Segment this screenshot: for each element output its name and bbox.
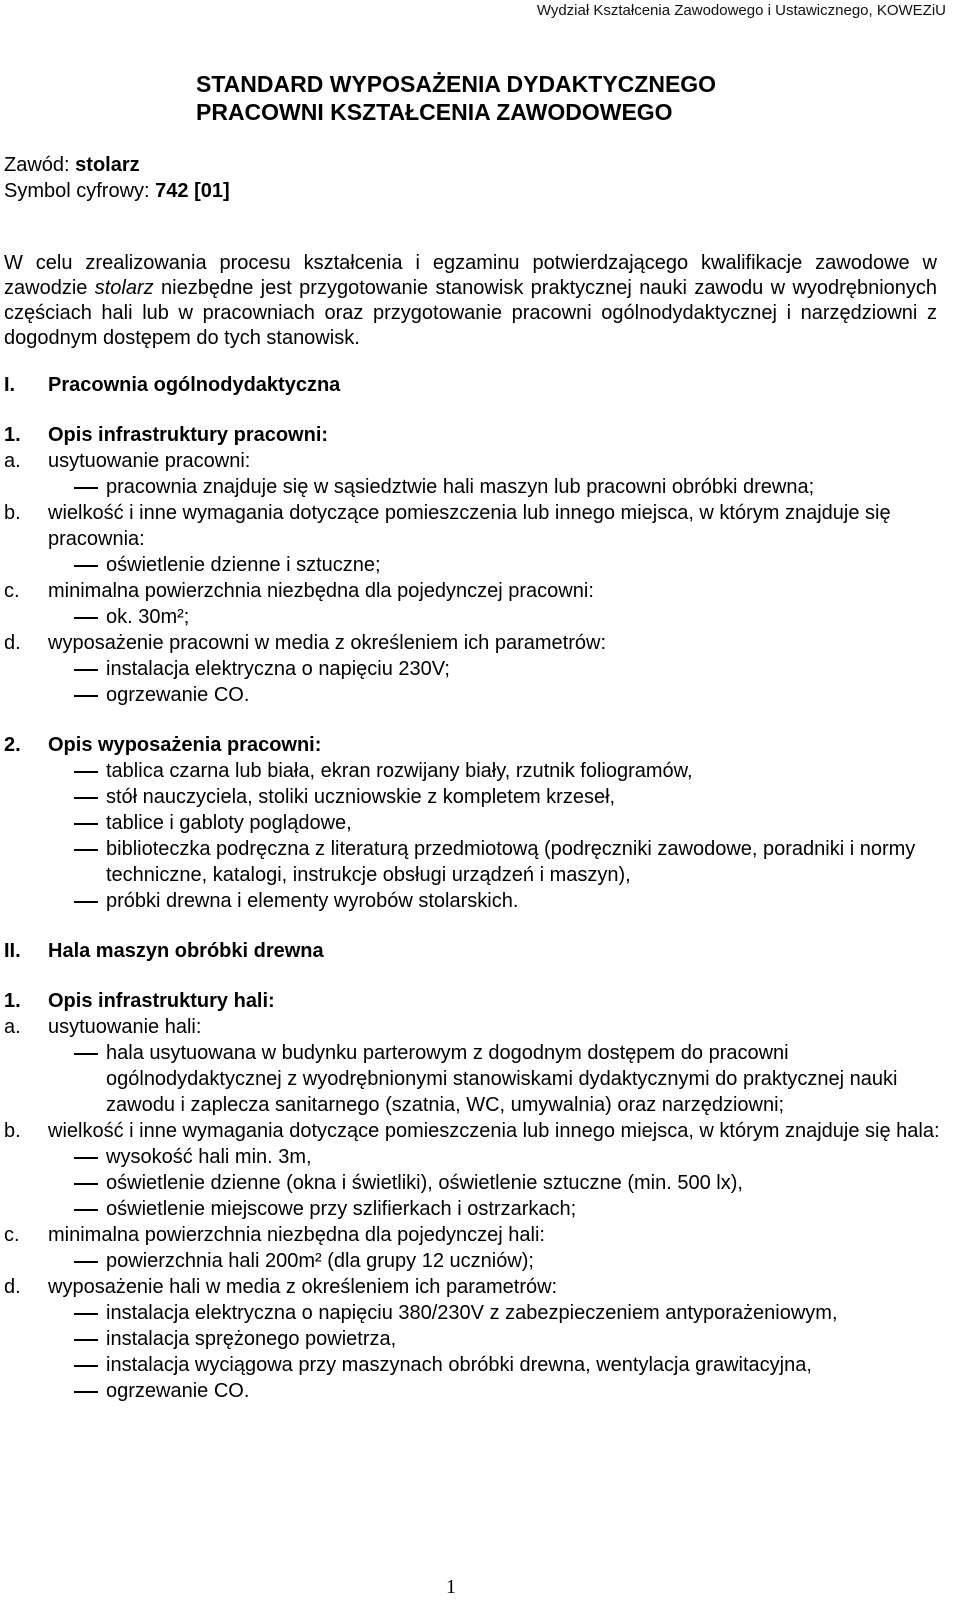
- s1-item-b-dash-1: [4, 552, 944, 578]
- document-body: [4, 372, 944, 1404]
- s2-item-c-text: minimalna powierzchnia niezbędna dla pojedynczej hali:: [48, 1224, 545, 1246]
- profession-label: Zawód:: [4, 154, 76, 176]
- s2-item-b: [4, 1118, 944, 1144]
- profession-value: stolarz: [75, 154, 140, 176]
- section-2-sub-1-heading: [4, 988, 944, 1014]
- section-1-sub-1-title: Opis infrastruktury pracowni:: [48, 424, 329, 446]
- dash-text: biblioteczka podręczna z literaturą przedmiotową (podręczniki zawodowe, poradniki i normy techniczne, katalogi, instrukcje obsługi urządzeń i maszyn),: [106, 838, 916, 886]
- s1-item-c-text: minimalna powierzchnia niezbędna dla pojedynczej pracowni:: [48, 580, 594, 602]
- section-1-sub-1-number: 1.: [4, 424, 21, 446]
- s2-item-c-letter: c.: [4, 1224, 20, 1246]
- section-2-heading: [4, 938, 944, 964]
- symbol-label: Symbol cyfrowy:: [4, 180, 156, 202]
- symbol-line: [4, 178, 230, 204]
- s1-item-d-text: wyposażenie pracowni w media z określeniem ich parametrów:: [48, 632, 607, 654]
- dash-text: oświetlenie dzienne (okna i świetliki), oświetlenie sztuczne (min. 500 lx),: [106, 1172, 743, 1194]
- running-header: Wydział Kształcenia Zawodowego i Ustawicznego, KOWEZiU: [536, 2, 946, 19]
- dash-text: powierzchnia hali 200m² (dla grupy 12 uczniów);: [106, 1250, 534, 1272]
- intro-part-2: niezbędne jest przygotowanie stanowisk praktycznej nauki zawodu w wyodrębnionych częściach hali lub w pracowniach oraz przygotowanie pracowni ogólnodydaktycznej i narzędziowni z dogodnym dostępem do tych stanowisk.: [4, 277, 938, 349]
- dash-text: tablice i gabloty poglądowe,: [106, 812, 352, 834]
- s1-item-a-dash-1: [4, 474, 944, 500]
- dash-text: instalacja wyciągowa przy maszynach obróbki drewna, wentylacja grawitacyjna,: [106, 1354, 812, 1376]
- s2-item-d-dash-3: [4, 1352, 944, 1378]
- s2-item-c-dash-1: [4, 1248, 944, 1274]
- document-title: [196, 70, 716, 126]
- s2-item-d-dash-1: [4, 1300, 944, 1326]
- s1-item-c-letter: c.: [4, 580, 20, 602]
- intro-paragraph: [4, 251, 937, 351]
- section-2-sub-1-number: 1.: [4, 990, 21, 1012]
- section-1-sub-1-heading: [4, 422, 944, 448]
- s2-item-b-dash-1: [4, 1144, 944, 1170]
- profession-line: [4, 152, 230, 178]
- dash-text: instalacja elektryczna o napięciu 230V;: [106, 658, 450, 680]
- section-1-sub-2-title: Opis wyposażenia pracowni:: [48, 734, 322, 756]
- section-2-sub-1-title: Opis infrastruktury hali:: [48, 990, 275, 1012]
- s2-item-a-dash-1: [4, 1040, 944, 1118]
- s1-item-d-dash-1: [4, 656, 944, 682]
- s1-item-c-dash-1: [4, 604, 944, 630]
- section-1-sub-2-number: 2.: [4, 734, 21, 756]
- s2-item-d-dash-2: [4, 1326, 944, 1352]
- intro-part-1: W celu zrealizowania procesu kształcenia i egzaminu potwierdzającego kwalifikacje zawodowe w zawodzie: [4, 252, 937, 299]
- s2-item-d: [4, 1274, 944, 1300]
- dash-text: stół nauczyciela, stoliki uczniowskie z kompletem krzeseł,: [106, 786, 616, 808]
- page-number: 1: [446, 1576, 456, 1598]
- s1-item-b-letter: b.: [4, 502, 21, 524]
- s1-item-a-text: usytuowanie pracowni:: [48, 450, 251, 472]
- s2-item-a-letter: a.: [4, 1016, 21, 1038]
- s2-item-b-letter: b.: [4, 1120, 21, 1142]
- dash-text: instalacja sprężonego powietrza,: [106, 1328, 397, 1350]
- s1-item-a-letter: a.: [4, 450, 21, 472]
- section-1-heading: [4, 372, 944, 398]
- section-2-title: Hala maszyn obróbki drewna: [48, 940, 324, 962]
- equipment-dash-4: [4, 836, 944, 888]
- s1-item-b: [4, 500, 944, 552]
- s2-item-b-dash-3: [4, 1196, 944, 1222]
- dash-text: tablica czarna lub biała, ekran rozwijany biały, rzutnik foliogramów,: [106, 760, 693, 782]
- dash-text: wysokość hali min. 3m,: [106, 1146, 312, 1168]
- profession-meta: [4, 152, 230, 204]
- intro-profession-italic: stolarz: [94, 277, 154, 299]
- dash-text: oświetlenie dzienne i sztuczne;: [106, 554, 381, 576]
- dash-text: instalacja elektryczna o napięciu 380/230V z zabezpieczeniem antyporażeniowym,: [106, 1302, 838, 1324]
- s1-item-d-letter: d.: [4, 632, 21, 654]
- s1-item-c: [4, 578, 944, 604]
- equipment-dash-2: [4, 784, 944, 810]
- section-1-sub-2-heading: [4, 732, 944, 758]
- equipment-dash-3: [4, 810, 944, 836]
- s2-item-c: [4, 1222, 944, 1248]
- section-2-number: II.: [4, 940, 21, 962]
- section-1-title: Pracownia ogólnodydaktyczna: [48, 374, 341, 396]
- dash-text: próbki drewna i elementy wyrobów stolarskich.: [106, 890, 519, 912]
- s2-item-d-text: wyposażenie hali w media z określeniem ich parametrów:: [48, 1276, 558, 1298]
- s2-item-d-dash-4: [4, 1378, 944, 1404]
- dash-text: oświetlenie miejscowe przy szlifierkach i ostrzarkach;: [106, 1198, 577, 1220]
- s1-item-d-dash-2: [4, 682, 944, 708]
- dash-text: ok. 30m²;: [106, 606, 190, 628]
- title-line-2: PRACOWNI KSZTAŁCENIA ZAWODOWEGO: [196, 99, 673, 125]
- equipment-dash-1: [4, 758, 944, 784]
- s2-item-b-dash-2: [4, 1170, 944, 1196]
- dash-text: ogrzewanie CO.: [106, 1380, 250, 1402]
- symbol-value: 742 [01]: [155, 180, 230, 202]
- equipment-dash-5: [4, 888, 944, 914]
- dash-text: ogrzewanie CO.: [106, 684, 250, 706]
- dash-text: hala usytuowana w budynku parterowym z dogodnym dostępem do pracowni ogólnodydaktycznej z wyodrębnionymi stanowiskami dydaktycznymi do praktycznej nauki zawodu i zaplecza sanitarnego (szatnia, WC, umywalnia) oraz narzędziowni;: [106, 1042, 898, 1116]
- s1-item-d: [4, 630, 944, 656]
- s2-item-a: [4, 1014, 944, 1040]
- s2-item-a-text: usytuowanie hali:: [48, 1016, 202, 1038]
- section-1-number: I.: [4, 374, 16, 396]
- s1-item-b-text: wielkość i inne wymagania dotyczące pomieszczenia lub innego miejsca, w którym znajduje się pracownia:: [48, 502, 891, 550]
- s2-item-b-text: wielkość i inne wymagania dotyczące pomieszczenia lub innego miejsca, w którym znajduje się hala:: [48, 1120, 940, 1142]
- dash-text: pracownia znajduje się w sąsiedztwie hali maszyn lub pracowni obróbki drewna;: [106, 476, 815, 498]
- s2-item-d-letter: d.: [4, 1276, 21, 1298]
- title-line-1: STANDARD WYPOSAŻENIA DYDAKTYCZNEGO: [196, 71, 717, 97]
- s1-item-a: [4, 448, 944, 474]
